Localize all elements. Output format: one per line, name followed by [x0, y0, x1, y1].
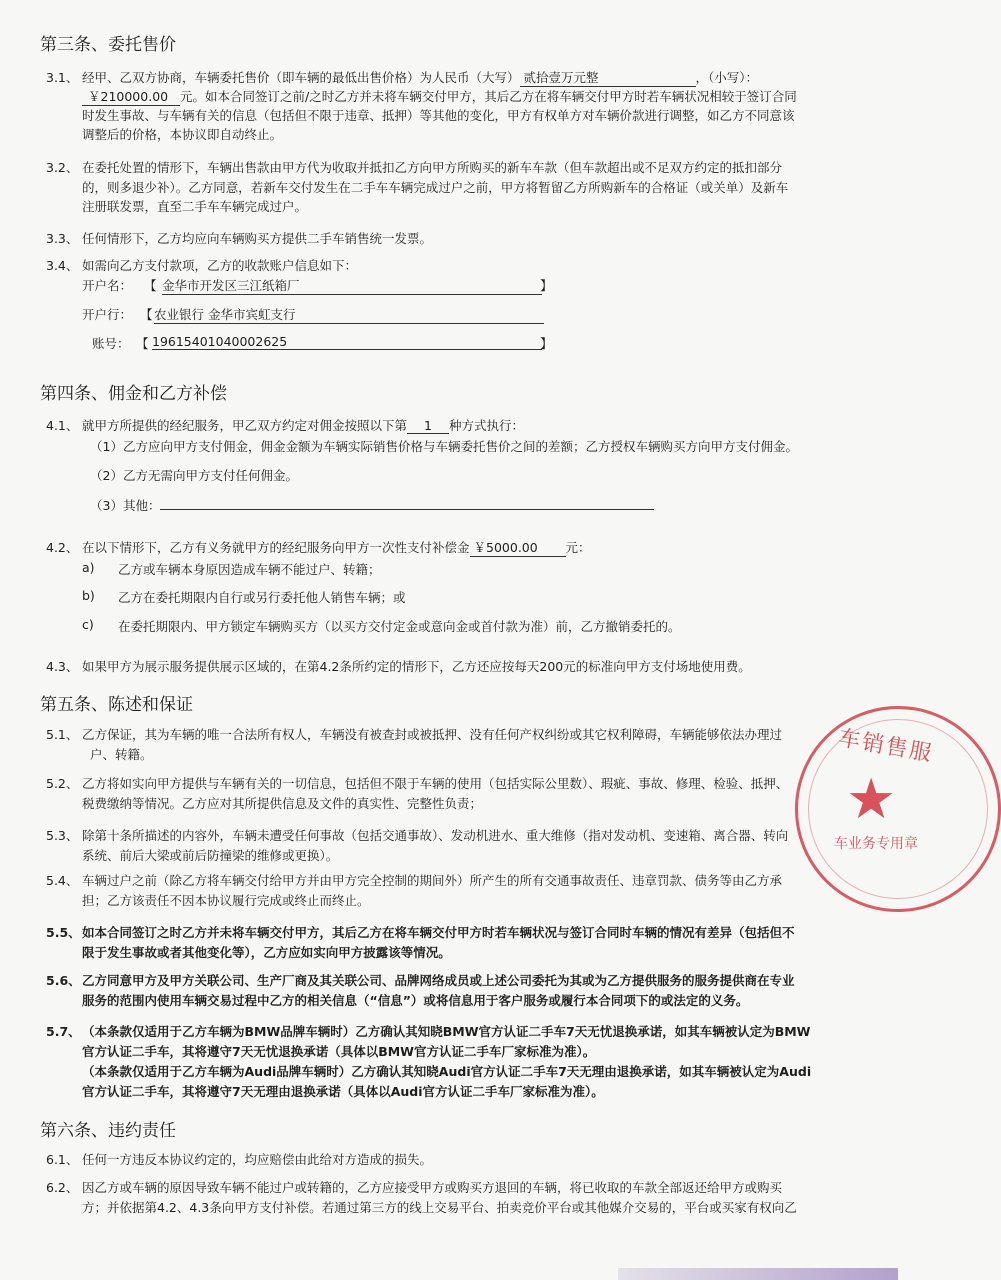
- list-item-text: 乙方在委托期限内自行或另行委托他人销售车辆；或: [118, 590, 406, 605]
- section-4-heading: 第四条、佣金和乙方补偿: [40, 384, 227, 404]
- clause-5-1-line-1: 乙方保证，其为车辆的唯一合法所有权人，车辆没有被查封或被抵押、没有任何产权纠纷或其它权利障碍，车辆能够依法办理过: [82, 727, 783, 742]
- clause-text: 经甲、乙双方协商，车辆委托售价（即车辆的最低出售价格）为人民币（大写）: [82, 70, 520, 85]
- seal-top-text: 车销售服: [836, 725, 936, 768]
- seal-star-icon: ★: [846, 767, 897, 832]
- clause-5-7-line-3: （本条款仅适用于乙方车辆为Audi品牌车辆时）乙方确认其知晓Audi官方认证二手车7天无理由退换承诺，如其车辆被认定为Audi: [82, 1064, 812, 1079]
- company-seal: [795, 706, 1001, 912]
- option-1-text: （1）乙方应向甲方支付佣金，佣金金额为车辆实际销售价格与车辆委托售价之间的差额；乙方授权车辆购买方向甲方支付佣金。: [90, 439, 798, 454]
- clause-5-6-line-2: 服务的范围内使用车辆交易过程中乙方的相关信息（“信息”）或将信息用于客户服务或履行本合同项下的或法定的义务。: [82, 993, 749, 1008]
- commission-option-field: [407, 418, 449, 434]
- clause-text: 在以下情形下，乙方有义务就甲方的经纪服务向甲方一次性支付补偿金: [82, 540, 470, 555]
- clause-5-7-line-4: 官方认证二手车，其将遵守7天无理由退换承诺（具体以Audi官方认证二手车厂家标准为准）。: [82, 1084, 604, 1099]
- option-3-blank: [160, 497, 654, 510]
- section-5-heading: 第五条、陈述和保证: [40, 695, 193, 715]
- clause-number: 5.1、: [46, 727, 79, 742]
- option-3-label: （3）其他：: [90, 498, 161, 513]
- clause-number: 3.3、: [46, 231, 79, 246]
- section-3-heading: 第三条、委托售价: [40, 35, 176, 55]
- account-name-field: [162, 276, 542, 295]
- clause-text: ，（小写）：: [695, 70, 759, 85]
- list-item-text: 在委托期限内、甲方锁定车辆购买方（以买方交付定金或意向金或首付款为准）前，乙方撤销委托的。: [118, 619, 681, 634]
- clause-text: 种方式执行：: [449, 418, 525, 433]
- clause-3-1-line-3: 时发生事故、与车辆有关的信息（包括但不限于违章、抵押）等其他的变化，甲方有权单方对车辆价款进行调整，如乙方不同意该: [82, 108, 795, 123]
- price-lowercase-field: [82, 87, 180, 106]
- clause-5-3-line-1: 除第十条所描述的内容外，车辆未遭受任何事故（包括交通事故）、发动机进水、重大维修（指对发动机、变速箱、离合器、转向: [82, 828, 789, 843]
- clause-5-2-line-2: 税费缴纳等情况。乙方应对其所提供信息及文件的真实性、完整性负责；: [82, 796, 483, 811]
- clause-5-2-line-1: 乙方将如实向甲方提供与车辆有关的一切信息，包括但不限于车辆的使用（包括实际公里数）、瑕疵、事故、修理、检验、抵押、: [82, 776, 789, 791]
- clause-3-3-text: 任何情形下，乙方均应向车辆购买方提供二手车销售统一发票。: [82, 231, 433, 246]
- clause-text: 元。如本合同签订之前/之时乙方并未将车辆交付甲方，其后乙方在将车辆交付甲方时若车辆状况相较于签订合同: [180, 89, 797, 104]
- clause-4-3-text: 如果甲方为展示服务提供展示区域的，在第4.2条所约定的情形下，乙方还应按每天200元的标准向甲方支付场地使用费。: [82, 659, 751, 674]
- clause-number: 6.2、: [46, 1180, 79, 1195]
- clause-3-1-line-4: 调整后的价格，本协议即自动终止。: [82, 127, 283, 142]
- clause-text: 就甲方所提供的经纪服务，甲乙双方约定对佣金按照以下第: [82, 418, 408, 433]
- clause-5-5-line-1: 如本合同签订之时乙方并未将车辆交付甲方，其后乙方在将车辆交付甲方时若车辆状况与签订合同时车辆的情况有差异（包括但不: [82, 925, 795, 940]
- option-2-text: （2）乙方无需向甲方支付任何佣金。: [90, 468, 298, 483]
- clause-3-2-line-1: 在委托处置的情形下，车辆出售款由甲方代为收取并抵扣乙方向甲方所购买的新车车款（但车款超出或不足双方约定的抵扣部分: [82, 160, 783, 175]
- clause-number: 5.6、: [46, 973, 81, 988]
- list-item-text: 乙方或车辆本身原因造成车辆不能过户、转籍；: [118, 562, 381, 577]
- clause-3-1-line-2: [82, 87, 797, 106]
- price-uppercase-value: 贰拾壹万元整: [523, 70, 599, 85]
- option-3-row: [90, 496, 654, 514]
- clause-number: 4.1、: [46, 418, 79, 433]
- clause-6-2-line-1: 因乙方或车辆的原因导致车辆不能过户或转籍的，乙方应接受甲方或购买方退回的车辆，将已收取的车款全部返还给甲方或购买: [82, 1180, 783, 1195]
- clause-3-2-line-3: 注册联发票，直至二手车车辆完成过户。: [82, 199, 308, 214]
- clause-number: 6.1、: [46, 1152, 79, 1167]
- list-item: [82, 588, 406, 605]
- account-name-row: [82, 276, 553, 294]
- bank-name-value: 农业银行 金华市宾虹支行: [154, 307, 296, 322]
- clause-number: 5.4、: [46, 873, 79, 888]
- clause-3-4-text: 如需向乙方支付款项，乙方的收款账户信息如下：: [82, 258, 358, 273]
- bank-name-row: [82, 305, 296, 323]
- bracket-left: 【: [136, 336, 149, 351]
- account-name-label: 开户名：: [82, 278, 133, 293]
- scan-edge-mark: [618, 1268, 898, 1280]
- clause-number: 5.2、: [46, 776, 79, 791]
- compensation-value: ￥5000.00: [473, 540, 538, 555]
- clause-number: 5.3、: [46, 828, 79, 843]
- clause-5-5-line-2: 限于发生事故或者其他变化等），乙方应如实向甲方披露该等情况。: [82, 945, 451, 960]
- clause-number: 4.3、: [46, 659, 79, 674]
- price-uppercase-field: [520, 68, 696, 87]
- clause-number: 4.2、: [46, 540, 79, 555]
- section-6-heading: 第六条、违约责任: [40, 1121, 176, 1141]
- clause-6-1-text: 任何一方违反本协议约定的，均应赔偿由此给对方造成的损失。: [82, 1152, 433, 1167]
- list-marker: a): [82, 560, 95, 575]
- clause-5-7-line-1: （本条款仅适用于乙方车辆为BMW品牌车辆时）乙方确认其知晓BMW官方认证二手车7天无忧退换承诺，如其车辆被认定为BMW: [82, 1024, 811, 1039]
- clause-4-2-line-1: [82, 538, 591, 557]
- list-marker: b): [82, 588, 95, 603]
- clause-5-3-line-2: 系统、前后大梁或前后防撞梁的维修或更换）。: [82, 848, 339, 863]
- account-name-value: 金华市开发区三江纸箱厂: [162, 278, 300, 293]
- bracket-left: 【: [140, 307, 153, 322]
- clause-number: 3.1、: [46, 70, 79, 85]
- list-item: [82, 617, 681, 634]
- account-number-field: [152, 334, 542, 350]
- clause-5-1-line-2: 户、转籍。: [90, 747, 153, 762]
- price-lowercase-value: ￥210000.00: [88, 89, 169, 104]
- clause-number: 3.2、: [46, 160, 79, 175]
- clause-4-1-line-1: [82, 416, 524, 434]
- clause-5-6-line-1: 乙方同意甲方及甲方关联公司、生产厂商及其关联公司、品牌网络成员或上述公司委托为其或为乙方提供服务的服务提供商在专业: [82, 973, 795, 988]
- clause-6-2-line-2: 方；并依据第4.2、4.3条向甲方支付补偿。若通过第三方的线上交易平台、拍卖竞价平台或其他媒介交易的，平台或买家有权向乙: [82, 1200, 797, 1215]
- clause-3-2-line-2: 的，则多退少补）。乙方同意，若新车交付发生在二手车车辆完成过户之前，甲方将暂留乙方所购新车的合格证（或关单）及新车: [82, 180, 789, 195]
- commission-option-value: 1: [424, 418, 432, 433]
- clause-3-1-line-1: [82, 68, 758, 87]
- clause-5-4-line-1: 车辆过户之前（除乙方将车辆交付给甲方并由甲方完全控制的期间外）所产生的所有交通事故责任、违章罚款、债务等由乙方承: [82, 873, 783, 888]
- bank-name-label: 开户行：: [82, 307, 133, 322]
- bank-name-field: [154, 305, 544, 324]
- compensation-field: [470, 538, 566, 557]
- clause-text: 元：: [565, 540, 591, 555]
- seal-bottom-text: 车业务专用章: [834, 836, 918, 852]
- list-item: [82, 560, 381, 577]
- bracket-right: 】: [540, 278, 553, 293]
- account-number-value: 19615401040002625: [152, 334, 288, 349]
- clause-number: 3.4、: [46, 258, 79, 273]
- list-marker: c): [82, 617, 94, 632]
- bracket-left: 【: [144, 278, 157, 293]
- clause-number: 5.7、: [46, 1024, 81, 1039]
- bracket-right: 】: [540, 336, 553, 351]
- clause-number: 5.5、: [46, 925, 81, 940]
- clause-5-4-line-2: 担；乙方该责任不因本协议履行完成或终止而终止。: [82, 893, 370, 908]
- clause-5-7-line-2: 官方认证二手车，其将遵守7天无忧退换承诺（具体以BMW官方认证二手车厂家标准为准）。: [82, 1044, 596, 1059]
- account-number-label: 账号：: [92, 336, 130, 351]
